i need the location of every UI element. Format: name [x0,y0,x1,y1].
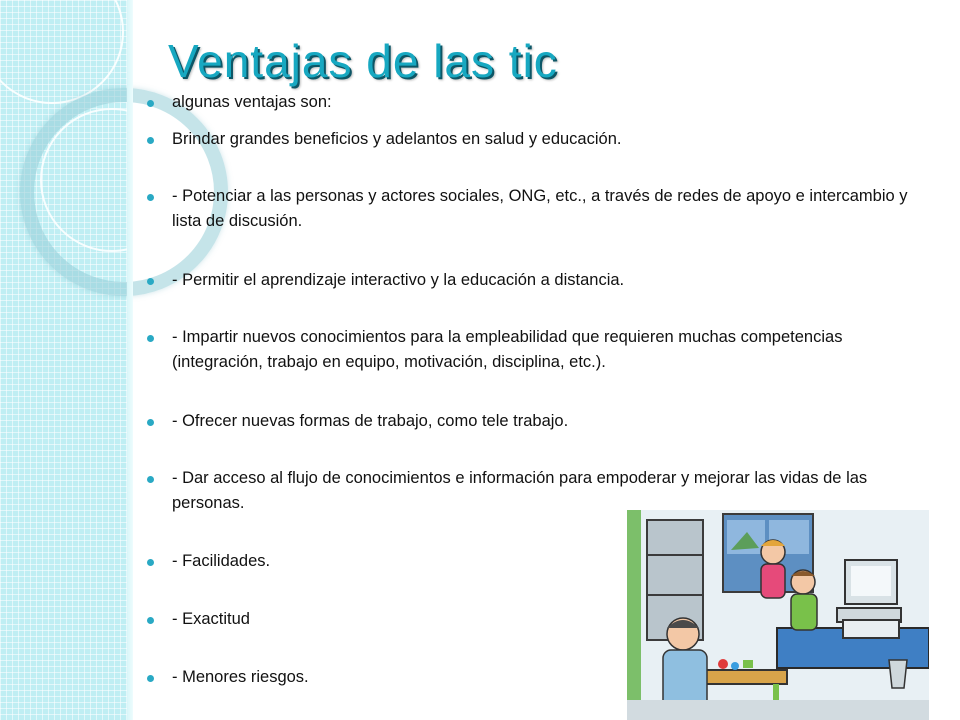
bullet-text: - Dar acceso al flujo de conocimientos e información para empoderar y mejorar las vidas de las personas. [172,469,868,512]
classroom-computers-icon [627,510,929,720]
bullet-item [150,90,925,115]
bullet-text: - Impartir nuevos conocimientos para la empleabilidad que requieren muchas competencias (integración, trabajo en equipo, motivación, disciplina, etc.). [172,328,843,371]
bullet-text: - Ofrecer nuevas formas de trabajo, como tele trabajo. [172,412,569,430]
bullet-text: - Menores riesgos. [172,668,309,686]
bullet-item [150,127,925,152]
slide-title: Ventajas de las tic [168,35,558,87]
bullet-dot-icon [147,100,154,107]
classroom-illustration [627,510,929,720]
bullet-text: - Permitir el aprendizaje interactivo y la educación a distancia. [172,271,625,289]
bullet-item [150,268,925,293]
bullet-item [150,409,925,434]
bullet-dot-icon [147,617,154,624]
bullet-dot-icon [147,137,154,144]
bullet-dot-icon [147,335,154,342]
strip-edge [127,0,133,720]
bullet-text: - Facilidades. [172,552,271,570]
bullet-text: - Potenciar a las personas y actores sociales, ONG, etc., a través de redes de apoyo e intercambio y lista de discusión. [172,187,908,230]
bullet-dot-icon [147,675,154,682]
bullet-item [150,325,925,375]
decorative-ring [0,0,124,104]
bullet-dot-icon [147,278,154,285]
decorative-side-strip [0,0,133,720]
bullet-item [150,466,925,516]
bullet-text: algunas ventajas son: [172,93,332,111]
bullet-item [150,184,925,234]
bullet-text: Brindar grandes beneficios y adelantos en salud y educación. [172,130,622,148]
bullet-dot-icon [147,419,154,426]
bullet-text: - Exactitud [172,610,250,628]
bullet-dot-icon [147,559,154,566]
bullet-dot-icon [147,476,154,483]
bullet-dot-icon [147,194,154,201]
